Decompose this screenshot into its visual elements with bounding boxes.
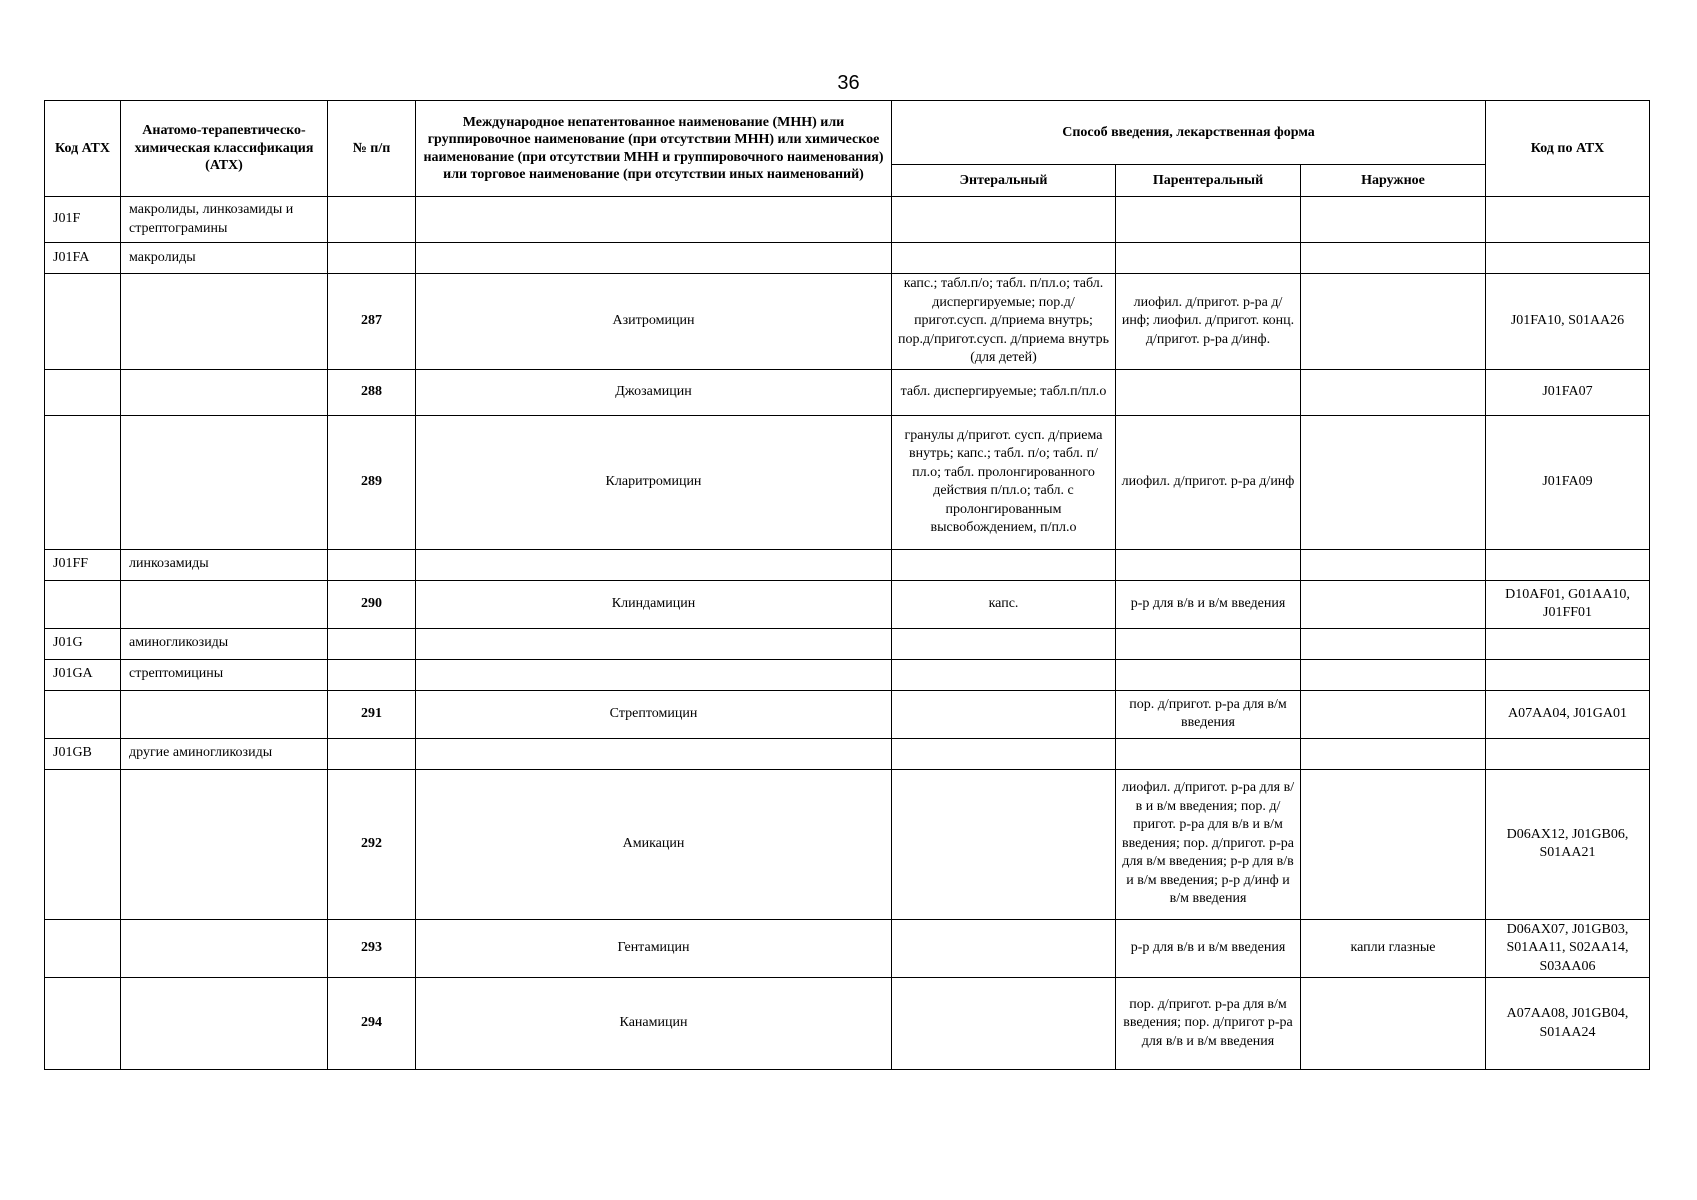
atc-group-name — [121, 919, 328, 978]
header-route: Способ введения, лекарственная форма — [892, 101, 1486, 165]
row-number: 292 — [328, 769, 416, 919]
drug-name — [416, 197, 892, 243]
atc-group-code — [45, 769, 121, 919]
external-form — [1301, 690, 1486, 738]
drug-table — [44, 100, 1650, 1070]
row-number: 290 — [328, 580, 416, 628]
header-class: Анатомо-терапевтическо-химическая классификация (АТХ) — [121, 101, 328, 197]
atc-code: A07AA08, J01GB04, S01AA24 — [1486, 978, 1650, 1070]
header-atc: Код по АТХ — [1486, 101, 1650, 197]
atc-code: D10AF01, G01AA10, J01FF01 — [1486, 580, 1650, 628]
enteral-form — [892, 919, 1116, 978]
row-number — [328, 659, 416, 690]
atc-code — [1486, 197, 1650, 243]
enteral-form: капс. — [892, 580, 1116, 628]
atc-group-code — [45, 580, 121, 628]
atc-group-name — [121, 274, 328, 370]
enteral-form — [892, 549, 1116, 580]
row-number — [328, 549, 416, 580]
header-num: № п/п — [328, 101, 416, 197]
header-code: Код АТХ — [45, 101, 121, 197]
enteral-form: табл. диспергируемые; табл.п/пл.о — [892, 369, 1116, 415]
atc-group-name: макролиды, линкозамиды и стрептограмины — [121, 197, 328, 243]
enteral-form — [892, 690, 1116, 738]
atc-group-code: J01GB — [45, 738, 121, 769]
atc-group-code — [45, 415, 121, 549]
table-row — [45, 690, 1650, 738]
header-name: Международное непатентованное наименование (МНН) или группировочное наименование (при отсутствии МНН) или химическое наименование (при отсутствии МНН и группировочного наименования) или торговое наименование (при отсутствии иных наименований) — [416, 101, 892, 197]
row-number: 287 — [328, 274, 416, 370]
atc-group-name: другие аминогликозиды — [121, 738, 328, 769]
table-row — [45, 549, 1650, 580]
enteral-form — [892, 769, 1116, 919]
drug-name: Кларитромицин — [416, 415, 892, 549]
parenteral-form — [1116, 369, 1301, 415]
atc-group-code — [45, 369, 121, 415]
parenteral-form — [1116, 197, 1301, 243]
atc-group-name — [121, 369, 328, 415]
header-external: Наружное — [1301, 165, 1486, 197]
atc-group-code: J01FF — [45, 549, 121, 580]
atc-code — [1486, 243, 1650, 274]
parenteral-form: р-р для в/в и в/м введения — [1116, 580, 1301, 628]
drug-name — [416, 243, 892, 274]
atc-group-name: аминогликозиды — [121, 628, 328, 659]
parenteral-form — [1116, 243, 1301, 274]
parenteral-form: пор. д/пригот. р-ра для в/м введения — [1116, 690, 1301, 738]
atc-group-code — [45, 978, 121, 1070]
parenteral-form: лиофил. д/пригот. р-ра д/инф; лиофил. д/пригот. конц. д/пригот. р-ра д/инф. — [1116, 274, 1301, 370]
external-form — [1301, 549, 1486, 580]
external-form — [1301, 738, 1486, 769]
enteral-form — [892, 197, 1116, 243]
external-form — [1301, 415, 1486, 549]
table-row — [45, 580, 1650, 628]
enteral-form — [892, 978, 1116, 1070]
atc-code — [1486, 549, 1650, 580]
external-form — [1301, 369, 1486, 415]
drug-name — [416, 628, 892, 659]
atc-group-name: макролиды — [121, 243, 328, 274]
row-number: 294 — [328, 978, 416, 1070]
drug-name: Гентамицин — [416, 919, 892, 978]
drug-name: Стрептомицин — [416, 690, 892, 738]
atc-code: D06AX07, J01GB03, S01AA11, S02AA14, S03AA06 — [1486, 919, 1650, 978]
atc-group-name — [121, 580, 328, 628]
parenteral-form — [1116, 659, 1301, 690]
drug-name: Джозамицин — [416, 369, 892, 415]
table-row — [45, 369, 1650, 415]
external-form — [1301, 659, 1486, 690]
enteral-form: гранулы д/пригот. сусп. д/приема внутрь; капс.; табл. п/о; табл. п/пл.о; табл. пролонгированного действия п/пл.о; табл. с пролонгированным высвобождением, п/пл.о — [892, 415, 1116, 549]
atc-code: J01FA10, S01AA26 — [1486, 274, 1650, 370]
parenteral-form: лиофил. д/пригот. р-ра д/инф — [1116, 415, 1301, 549]
drug-name — [416, 549, 892, 580]
parenteral-form — [1116, 628, 1301, 659]
drug-name — [416, 738, 892, 769]
table-row — [45, 197, 1650, 243]
parenteral-form: лиофил. д/пригот. р-ра для в/в и в/м введения; пор. д/пригот. р-ра для в/в и в/м введения; пор. д/пригот. р-ра для в/м введения; р-р для в/в и в/м введения; р-р д/инф и в/м введения — [1116, 769, 1301, 919]
external-form — [1301, 580, 1486, 628]
atc-group-code: J01FA — [45, 243, 121, 274]
row-number: 289 — [328, 415, 416, 549]
table-row — [45, 978, 1650, 1070]
enteral-form — [892, 738, 1116, 769]
external-form — [1301, 274, 1486, 370]
row-number: 288 — [328, 369, 416, 415]
table-row — [45, 769, 1650, 919]
drug-name — [416, 659, 892, 690]
parenteral-form: р-р для в/в и в/м введения — [1116, 919, 1301, 978]
atc-group-code: J01GA — [45, 659, 121, 690]
table-row — [45, 415, 1650, 549]
atc-group-name — [121, 769, 328, 919]
table-row — [45, 738, 1650, 769]
atc-code: D06AX12, J01GB06, S01AA21 — [1486, 769, 1650, 919]
enteral-form: капс.; табл.п/о; табл. п/пл.о; табл. диспергируемые; пор.д/пригот.сусп. д/приема внутрь; пор.д/пригот.сусп. д/приема внутрь (для детей) — [892, 274, 1116, 370]
enteral-form — [892, 659, 1116, 690]
atc-group-code — [45, 274, 121, 370]
header-enteral: Энтеральный — [892, 165, 1116, 197]
atc-code — [1486, 738, 1650, 769]
atc-group-name — [121, 978, 328, 1070]
atc-code — [1486, 628, 1650, 659]
row-number — [328, 738, 416, 769]
atc-group-code: J01G — [45, 628, 121, 659]
external-form — [1301, 628, 1486, 659]
atc-code: A07AA04, J01GA01 — [1486, 690, 1650, 738]
drug-name: Амикацин — [416, 769, 892, 919]
atc-group-code: J01F — [45, 197, 121, 243]
drug-name: Канамицин — [416, 978, 892, 1070]
parenteral-form: пор. д/пригот. р-ра для в/м введения; пор. д/пригот р-ра для в/в и в/м введения — [1116, 978, 1301, 1070]
parenteral-form — [1116, 549, 1301, 580]
atc-code: J01FA07 — [1486, 369, 1650, 415]
table-row — [45, 243, 1650, 274]
external-form — [1301, 978, 1486, 1070]
atc-group-code — [45, 690, 121, 738]
drug-name: Азитромицин — [416, 274, 892, 370]
parenteral-form — [1116, 738, 1301, 769]
page-number: 36 — [837, 72, 860, 94]
atc-group-name: линкозамиды — [121, 549, 328, 580]
atc-group-name — [121, 690, 328, 738]
external-form — [1301, 197, 1486, 243]
row-number — [328, 243, 416, 274]
row-number — [328, 197, 416, 243]
atc-code: J01FA09 — [1486, 415, 1650, 549]
atc-group-name — [121, 415, 328, 549]
table-row — [45, 274, 1650, 370]
row-number — [328, 628, 416, 659]
row-number: 291 — [328, 690, 416, 738]
atc-code — [1486, 659, 1650, 690]
external-form — [1301, 243, 1486, 274]
enteral-form — [892, 628, 1116, 659]
drug-name: Клиндамицин — [416, 580, 892, 628]
table-row — [45, 919, 1650, 978]
external-form — [1301, 769, 1486, 919]
atc-group-name: стрептомицины — [121, 659, 328, 690]
atc-group-code — [45, 919, 121, 978]
enteral-form — [892, 243, 1116, 274]
table-row — [45, 628, 1650, 659]
table-row — [45, 659, 1650, 690]
header-parenteral: Парентеральный — [1116, 165, 1301, 197]
external-form: капли глазные — [1301, 919, 1486, 978]
row-number: 293 — [328, 919, 416, 978]
